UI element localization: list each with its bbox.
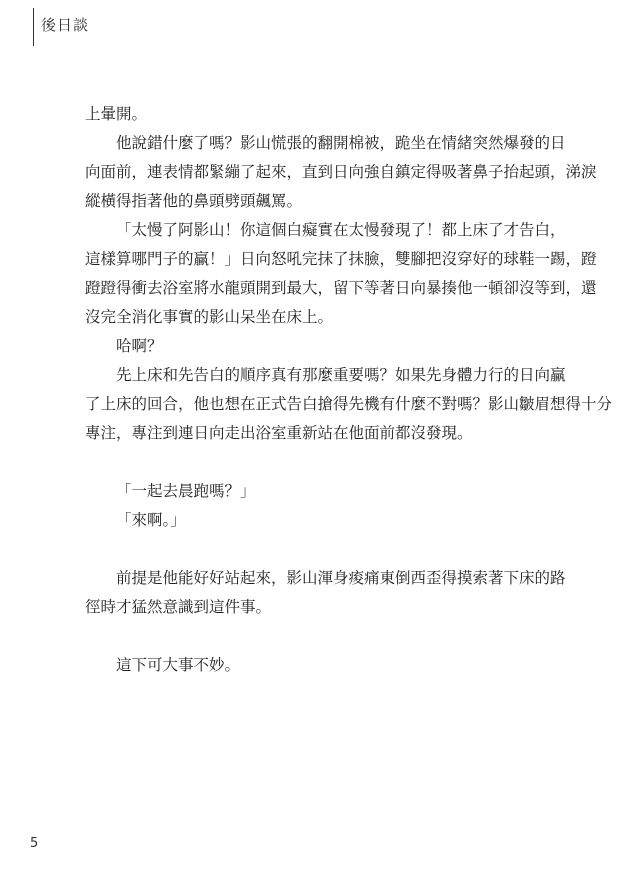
header-rule [33, 8, 34, 46]
text-line: 沒完全消化事實的影山呆坐在床上。 [85, 308, 334, 326]
text-line: 哈啊？ [116, 337, 163, 355]
paragraph-gap [85, 448, 555, 477]
text-line: 先上床和先告白的順序真有那麼重要嗎？如果先身體力行的日向贏 [116, 366, 566, 384]
paragraph-gap [85, 622, 555, 651]
text-line: 「來啊。」 [116, 511, 186, 529]
text-line: 這樣算哪門子的贏！」日向怒吼完抹了抹臉，雙腳把沒穿好的球鞋一踢，蹬 [85, 250, 597, 268]
text-line: 縱橫得指著他的鼻頭劈頭飆罵。 [85, 192, 303, 210]
text-line: 前提是他能好好站起來，影山渾身痠痛東倒西歪得摸索著下床的路 [116, 569, 566, 587]
text-line: 蹬蹬得衝去浴室將水龍頭開到最大，留下等著日向暴揍他一頓卻沒等到，還 [85, 279, 597, 297]
text-line: 「太慢了阿影山！你這個白癡實在太慢發現了！都上床了才告白， [116, 221, 566, 239]
text-line: 他說錯什麼了嗎？影山慌張的翻開棉被，跪坐在情緒突然爆發的日 [116, 134, 566, 152]
text-line: 專注，專注到連日向走出浴室重新站在他面前都沒發現。 [85, 424, 473, 442]
text-line: 徑時才猛然意識到這件事。 [85, 598, 272, 616]
text-line: 「一起去晨跑嗎？」 [116, 482, 256, 500]
text-line: 這下可大事不妙。 [116, 656, 241, 674]
page-number: 5 [30, 836, 39, 851]
paragraph-gap [85, 535, 555, 564]
text-line: 上暈開。 [85, 105, 148, 123]
text-line: 了上床的回合，他也想在正式告白搶得先機有什麼不對嗎？影山皺眉想得十分 [85, 395, 613, 413]
body-text [85, 100, 613, 680]
text-line: 向面前，連表情都緊繃了起來，直到日向強自鎮定得吸著鼻子抬起頭，涕淚 [85, 163, 597, 181]
chapter-title: 後日談 [41, 16, 90, 34]
